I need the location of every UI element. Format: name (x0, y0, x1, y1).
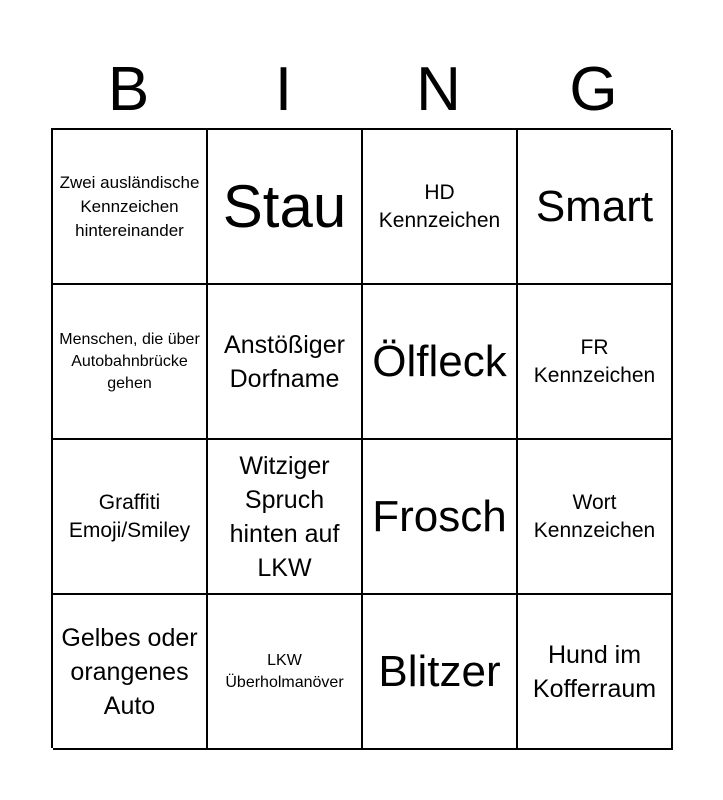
cell-label: Smart (535, 181, 654, 231)
cell-label: HD Kennzeichen (378, 180, 501, 232)
bingo-cell[interactable] (208, 595, 363, 750)
cell-label: Zwei ausländische Kennzeichen hintereinander (59, 172, 200, 240)
bingo-cell[interactable] (363, 130, 518, 285)
cell-label: Ölfleck (372, 336, 507, 386)
header-letter-b: B (107, 55, 150, 124)
cell-label: Gelbes oder orangenes Auto (61, 623, 198, 720)
bingo-cell[interactable] (363, 595, 518, 750)
bingo-cell[interactable] (208, 130, 363, 285)
cell-label: Frosch (372, 491, 507, 541)
bingo-cell[interactable] (518, 595, 673, 750)
bingo-board (51, 128, 671, 748)
bingo-cell[interactable] (518, 130, 673, 285)
bingo-header (51, 52, 671, 128)
cell-label: Witziger Spruch hinten auf LKW (229, 451, 340, 582)
header-letter-g: G (569, 55, 618, 124)
cell-label: Wort Kennzeichen (533, 490, 656, 542)
bingo-cell[interactable] (363, 440, 518, 595)
cell-label: Graffiti Emoji/Smiley (68, 490, 191, 542)
cell-label: LKW Überholmanöver (225, 651, 344, 691)
bingo-cell[interactable] (53, 130, 208, 285)
bingo-cell[interactable] (53, 285, 208, 440)
bingo-cell[interactable] (53, 595, 208, 750)
cell-label: Menschen, die über Autobahnbrücke gehen (59, 330, 200, 392)
cell-label: Stau (222, 172, 347, 240)
bingo-cell[interactable] (363, 285, 518, 440)
cell-label: Anstößiger Dorfname (224, 330, 345, 393)
bingo-cell[interactable] (518, 285, 673, 440)
bingo-cell[interactable] (518, 440, 673, 595)
cell-label: Hund im Kofferraum (532, 640, 657, 703)
cell-label: Blitzer (378, 646, 501, 696)
cell-label: FR Kennzeichen (533, 335, 656, 387)
header-letter-i: I (274, 55, 293, 124)
bingo-cell[interactable] (208, 440, 363, 595)
bingo-cell[interactable] (53, 440, 208, 595)
header-letter-n: N (416, 55, 461, 124)
bingo-cell[interactable] (208, 285, 363, 440)
